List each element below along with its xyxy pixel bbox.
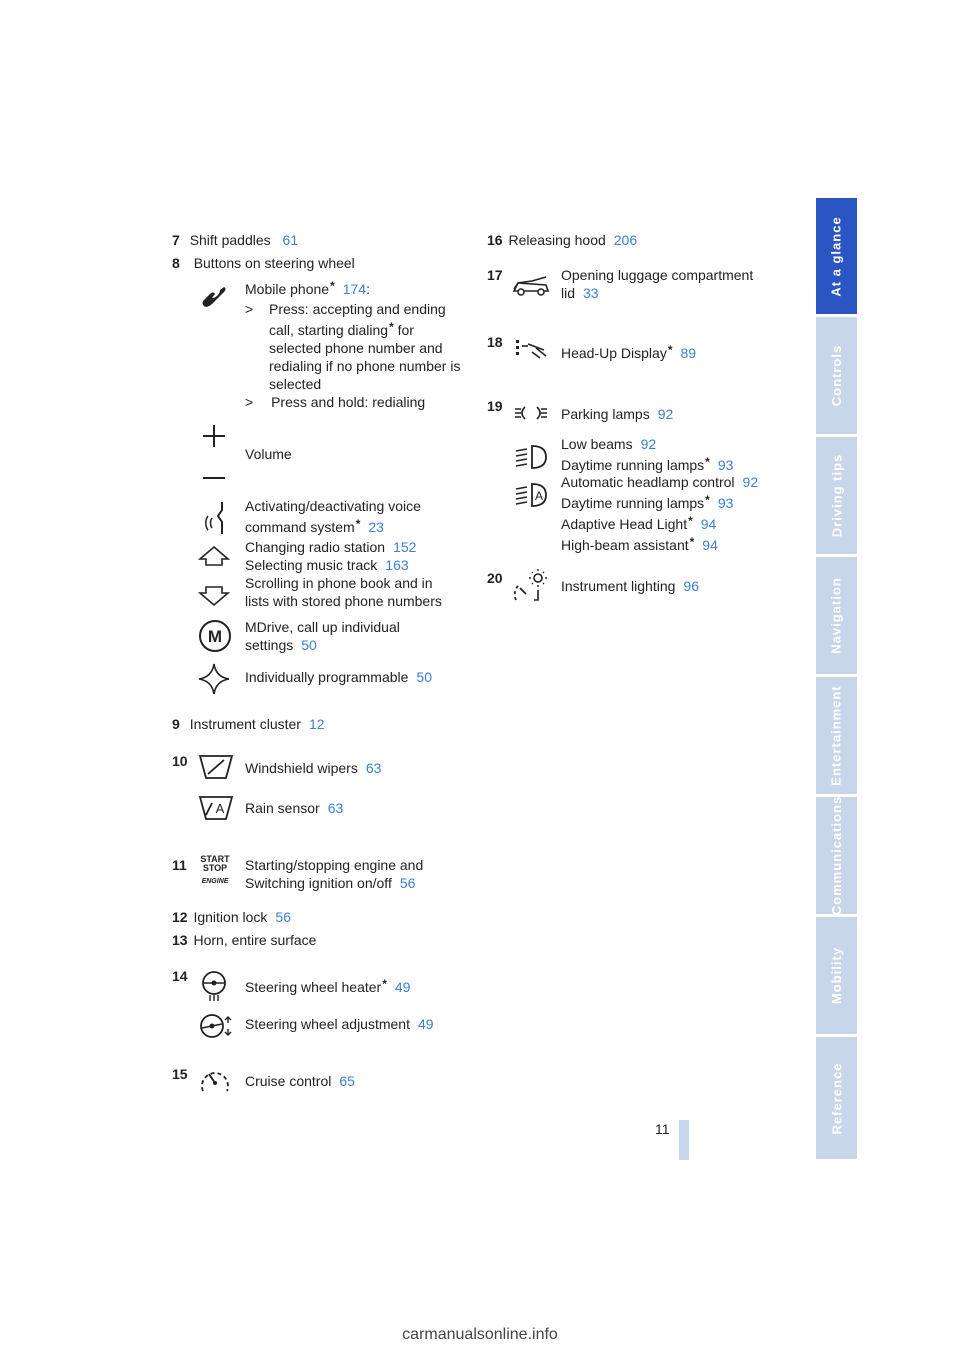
page-ref-link[interactable]: 49 xyxy=(394,979,411,995)
tab-driving-tips[interactable]: Driving tips xyxy=(816,437,857,554)
page-ref-link[interactable]: 174 xyxy=(342,281,367,297)
page-ref-link[interactable]: 33 xyxy=(583,285,599,301)
voice-icon xyxy=(200,500,232,539)
item-11-number: 11 xyxy=(172,857,187,873)
wipers-label: Windshield wipers 63 xyxy=(245,760,382,776)
page-ref-link[interactable]: 89 xyxy=(680,345,697,361)
item-10-number: 10 xyxy=(172,753,188,769)
wiper-icon xyxy=(198,752,234,783)
tab-reference[interactable]: Reference xyxy=(816,1037,857,1159)
item-15-number: 15 xyxy=(172,1066,188,1082)
page-ref-link[interactable]: 152 xyxy=(393,539,417,555)
page-ref-link[interactable]: 94 xyxy=(702,536,718,553)
page-number-bar xyxy=(679,1120,689,1160)
page-ref-link[interactable]: 23 xyxy=(368,519,384,535)
rain-sensor-label: Rain sensor 63 xyxy=(245,800,344,816)
item-18-number: 18 xyxy=(487,334,503,350)
programmable-label: Individually programmable 50 xyxy=(245,669,432,685)
page-ref-link[interactable]: 93 xyxy=(717,456,734,473)
item-20-number: 20 xyxy=(487,570,503,586)
mdrive-icon xyxy=(198,619,232,656)
instrument-lighting-label: Instrument lighting 96 xyxy=(561,578,699,594)
page-ref-link[interactable]: 49 xyxy=(418,1016,434,1032)
item-13: 13 Horn, entire surface xyxy=(172,932,317,948)
page-ref-link[interactable]: 93 xyxy=(717,495,734,512)
tab-communications[interactable]: Communications xyxy=(816,797,857,914)
page-ref-link[interactable]: 96 xyxy=(683,578,699,594)
page-ref-link[interactable]: 92 xyxy=(657,406,674,422)
phone-bullet-2: > Press and hold: redialing xyxy=(245,394,426,410)
page-ref-link[interactable]: 206 xyxy=(613,232,638,248)
item-9: 9 Instrument cluster 12 xyxy=(172,716,325,732)
low-beam-icon xyxy=(514,443,548,474)
page-ref-link[interactable]: 65 xyxy=(339,1073,355,1089)
instrument-lighting-icon xyxy=(512,568,550,607)
steering-heater-label: Steering wheel heater* 49 xyxy=(245,977,411,995)
page-ref-link[interactable]: 50 xyxy=(416,669,432,685)
phone-label: Mobile phone* 174: xyxy=(245,279,370,297)
headlamp-options: Low beams 92 Daytime running lamps* 93 Automatic headlamp control 92 Daytime running lamps* 93 Adaptive Head Light* 94 High-beam assistant* 94 xyxy=(561,436,759,553)
page-ref-link[interactable]: 56 xyxy=(275,909,291,925)
page-ref-link[interactable]: 94 xyxy=(700,515,717,532)
tab-entertainment[interactable]: Entertainment xyxy=(816,677,857,794)
svg-text:M: M xyxy=(207,627,223,646)
minus-icon xyxy=(200,470,228,486)
start-stop-icon: START STOP ENGINE xyxy=(200,854,230,885)
trunk-label: Opening luggage compartment lid 33 xyxy=(561,267,754,301)
item-12: 12 Ignition lock 56 xyxy=(172,909,291,925)
trunk-open-icon xyxy=(512,275,550,300)
phone-icon xyxy=(198,278,230,315)
arrow-down-icon xyxy=(198,585,230,610)
radio-label: Changing radio station 152 Selecting music track 163 Scrolling in phone book and in lists with stored phone numbers xyxy=(245,539,442,609)
plus-icon xyxy=(200,423,228,454)
tab-navigation[interactable]: Navigation xyxy=(816,557,857,674)
cruise-control-icon xyxy=(198,1066,232,1099)
page-number: 11 xyxy=(655,1121,670,1137)
tab-at-a-glance[interactable]: At a glance xyxy=(816,198,857,314)
svg-text:A: A xyxy=(215,801,225,816)
page-ref-link[interactable]: 92 xyxy=(742,474,759,491)
phone-bullet-1: > Press: accepting and ending call, starting dialing* for selected phone number and redialing if no phone number is selected xyxy=(245,301,461,392)
parking-lamps-label: Parking lamps 92 xyxy=(561,406,674,422)
watermark: carmanualsonline.info xyxy=(402,1326,558,1343)
rain-sensor-icon xyxy=(198,793,234,824)
steering-adjust-label: Steering wheel adjustment 49 xyxy=(245,1016,434,1032)
voice-label: Activating/deactivating voice command system* 23 xyxy=(245,498,421,535)
tab-controls[interactable]: Controls xyxy=(816,317,857,434)
item-16: 16 Releasing hood 206 xyxy=(487,232,638,248)
page-ref-link[interactable]: 63 xyxy=(365,760,382,776)
steering-heater-icon xyxy=(200,970,230,1005)
head-up-display-label: Head-Up Display* 89 xyxy=(561,343,697,361)
cruise-control-label: Cruise control 65 xyxy=(245,1073,355,1089)
automatic-headlamp-icon xyxy=(514,481,548,512)
item-14-number: 14 xyxy=(172,968,188,984)
volume-label: Volume xyxy=(245,446,292,462)
page-ref-link[interactable]: 163 xyxy=(385,557,409,573)
tab-mobility[interactable]: Mobility xyxy=(816,917,857,1034)
diamond-star-icon xyxy=(198,663,230,698)
steering-adjust-icon xyxy=(198,1012,234,1043)
item-8: 8 Buttons on steering wheel xyxy=(172,255,355,271)
page-ref-link[interactable]: 92 xyxy=(640,436,657,452)
item-19-number: 19 xyxy=(487,398,503,414)
arrow-up-icon xyxy=(198,545,230,570)
parking-lamps-icon xyxy=(513,405,549,424)
mdrive-label: MDrive, call up individual settings 50 xyxy=(245,619,400,653)
svg-text:A: A xyxy=(534,489,544,503)
item-17-number: 17 xyxy=(487,267,503,283)
page-ref-link[interactable]: 12 xyxy=(308,716,325,732)
page-ref-link[interactable]: 56 xyxy=(399,875,416,891)
page-ref-link[interactable]: 50 xyxy=(301,637,317,653)
start-stop-label: Starting/stopping engine and Switching ignition on/off 56 xyxy=(245,857,424,891)
item-7: 7 Shift paddles 61 xyxy=(172,232,299,248)
page-ref-link[interactable]: 63 xyxy=(327,800,344,816)
page-ref-link[interactable]: 61 xyxy=(282,232,299,248)
head-up-display-icon xyxy=(514,338,548,365)
